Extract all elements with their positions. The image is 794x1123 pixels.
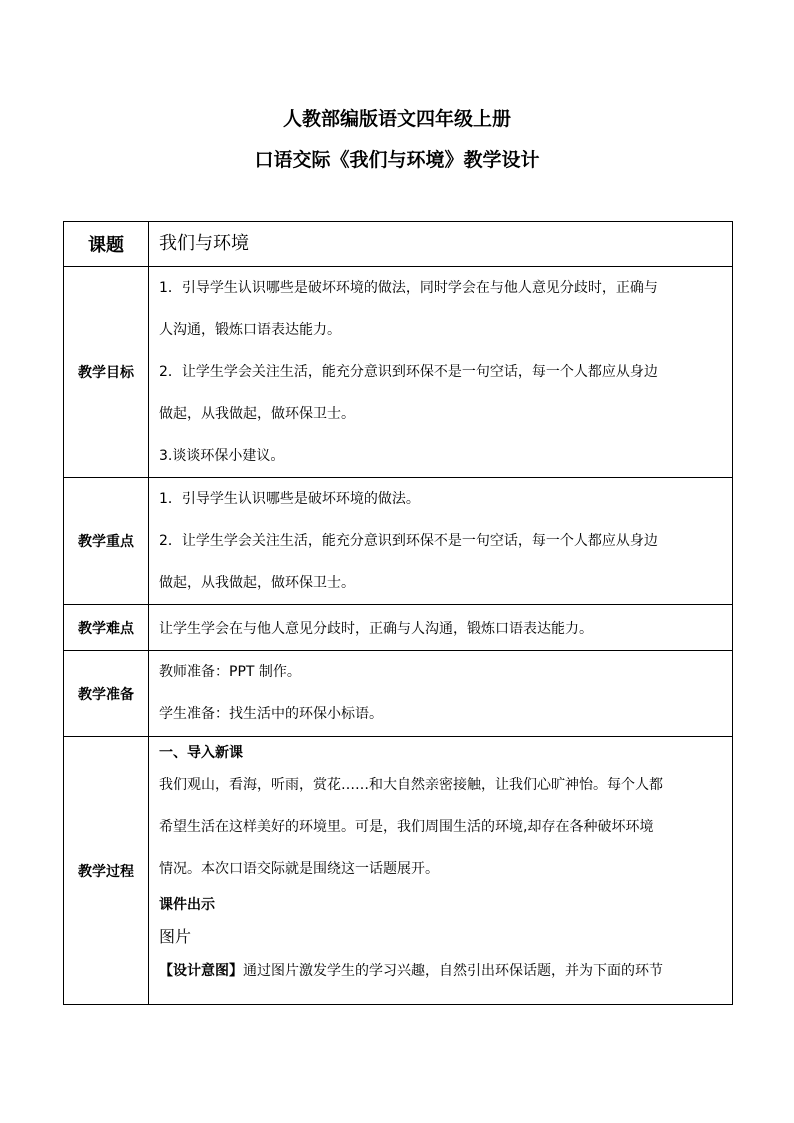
objective-line: 3.谈谈环保小建议。 [159,448,285,464]
design-intent-text: 通过图片激发学生的学习兴趣，自然引出环保话题，并为下面的环节 [243,963,663,979]
process-section-heading: 一、导入新课 [159,745,243,761]
process-intro-line: 希望生活在这样美好的环境里。可是，我们周围生活的环境,却存在各种破坏环境 [159,819,654,835]
topic-label: 课题 [64,222,149,267]
key-point-line: 做起，从我做起，做环保卫士。 [159,575,355,591]
lesson-plan-table [63,221,733,1005]
key-point-line: 1．引导学生认识哪些是破坏环境的做法。 [159,491,420,507]
objectives-cell [149,267,733,478]
courseware-heading: 课件出示 [159,897,215,913]
preparation-line: 教师准备：PPT 制作。 [159,664,301,680]
row-topic [64,222,733,267]
process-intro-line: 情况。本次口语交际就是围绕这一话题展开。 [159,861,439,877]
difficulty-line: 让学生学会在与他人意见分歧时，正确与人沟通，锻炼口语表达能力。 [159,620,593,637]
row-process [64,737,733,1005]
objective-line: 人沟通，锻炼口语表达能力。 [159,322,341,338]
difficulties-cell [149,605,733,651]
objectives-label: 教学目标 [64,267,149,478]
process-intro-line: 我们观山，看海，听雨，赏花……和大自然亲密接触，让我们心旷神怡。每个人都 [159,777,663,793]
row-key-points [64,478,733,605]
process-label: 教学过程 [64,737,149,1005]
preparation-label: 教学准备 [64,651,149,737]
document-subtitle: 口语交际《我们与环境》教学设计 [254,149,540,171]
topic-value: 我们与环境 [159,233,249,254]
key-points-label: 教学重点 [64,478,149,605]
design-intent-label: 【设计意图】 [159,963,243,979]
objective-line: 2．让学生学会关注生活，能充分意识到环保不是一句空话，每一个人都应从身边 [159,364,658,380]
process-cell [149,737,733,1005]
objective-line: 1．引导学生认识哪些是破坏环境的做法，同时学会在与他人意见分歧时，正确与 [159,280,658,296]
design-intent [159,954,732,988]
preparation-line: 学生准备：找生活中的环保小标语。 [159,706,383,722]
key-point-line: 2．让学生学会关注生活，能充分意识到环保不是一句空话，每一个人都应从身边 [159,533,658,549]
row-difficulties [64,605,733,651]
document-title: 人教部编版语文四年级上册 [282,108,511,130]
row-preparation [64,651,733,737]
picture-label: 图片 [159,927,192,946]
key-points-cell [149,478,733,605]
difficulties-label: 教学难点 [64,605,149,651]
topic-cell [149,222,733,267]
objective-line: 做起，从我做起，做环保卫士。 [159,406,355,422]
preparation-cell [149,651,733,737]
row-objectives [64,267,733,478]
